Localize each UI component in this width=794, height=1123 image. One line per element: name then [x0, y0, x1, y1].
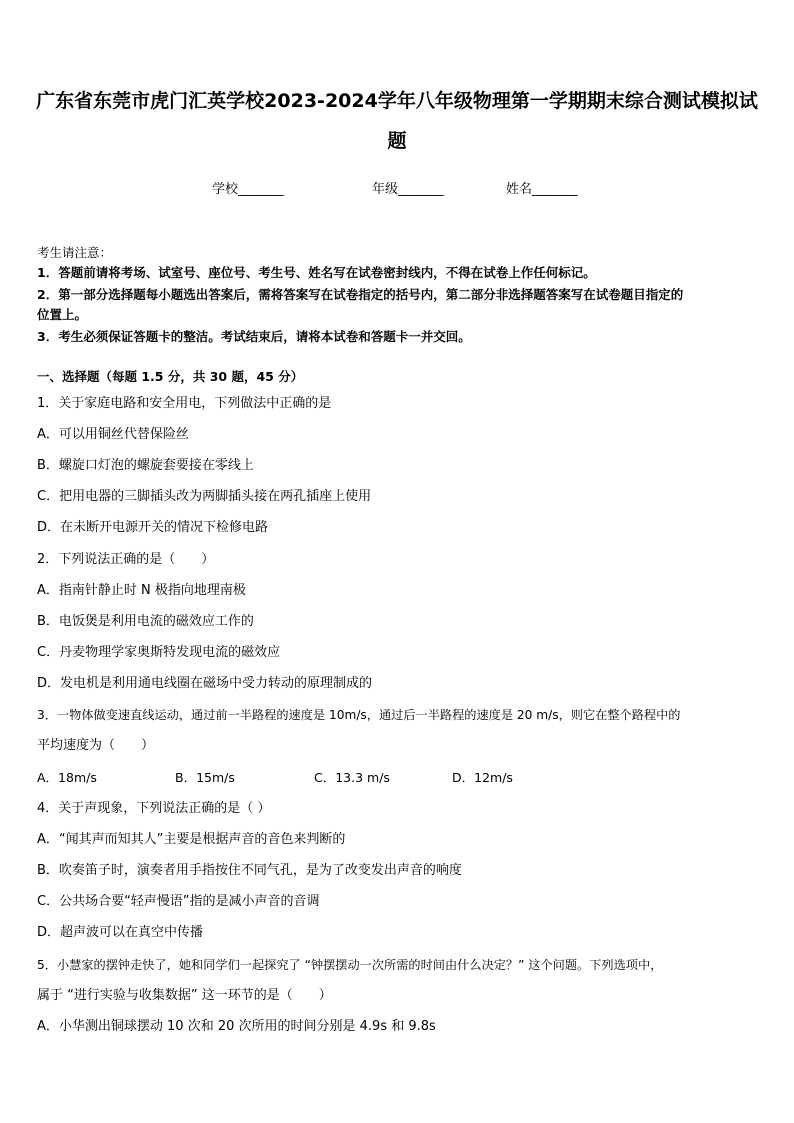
notice-item-3: 3．考生必须保证答题卡的整洁。考试结束后，请将本试卷和答题卡一并交回。	[37, 329, 471, 344]
q5-option-a: A．小华测出铜球摆动 10 次和 20 次所用的时间分别是 4.9s 和 9.8s	[37, 1019, 436, 1034]
school-field: 学校_______	[212, 182, 284, 197]
q4-stem: 4．关于声现象，下列说法正确的是（ ）	[37, 801, 271, 816]
q2-stem: 2．下列说法正确的是（ ）	[37, 552, 215, 567]
q5-stem-line2: 属于 “进行实验与收集数据” 这一环节的是（ ）	[37, 988, 332, 1003]
q1-option-b: B．螺旋口灯泡的螺旋套要接在零线上	[37, 458, 254, 473]
q4-option-b: B．吹奏笛子时，演奏者用手指按住不同气孔，是为了改变发出声音的响度	[37, 863, 462, 878]
q3-option-c: C．13.3 m/s	[314, 770, 390, 785]
notice-item-2-cont: 位置上。	[37, 307, 88, 322]
q3-stem-line2: 平均速度为（ ）	[37, 738, 155, 753]
q1-option-c: C．把用电器的三脚插头改为两脚插头接在两孔插座上使用	[37, 489, 372, 504]
exam-title-line2: 题	[387, 130, 407, 152]
q4-option-c: C．公共场合要“轻声慢语”指的是减小声音的音调	[37, 894, 320, 909]
q2-option-d: D．发电机是利用通电线圈在磁场中受力转动的原理制成的	[37, 676, 373, 691]
name-field: 姓名_______	[506, 182, 578, 197]
q3-option-d: D．12m/s	[452, 770, 513, 785]
q2-option-a: A．指南针静止时 N 极指向地理南极	[37, 583, 246, 598]
q3-stem-line1: 3．一物体做变速直线运动，通过前一半路程的速度是 10m/s，通过后一半路程的速度是 20 m/s，则它在整个路程中的	[37, 708, 681, 722]
exam-title-line1: 广东省东莞市虎门汇英学校2023-2024学年八年级物理第一学期期末综合测试模拟试	[36, 90, 758, 112]
q1-option-d: D．在未断开电源开关的情况下检修电路	[37, 520, 269, 535]
notice-item-2: 2．第一部分选择题每小题选出答案后，需将答案写在试卷指定的括号内，第二部分非选择题答案写在试卷题目指定的	[37, 287, 684, 302]
q4-option-a: A．“闻其声而知其人”主要是根据声音的音色来判断的	[37, 832, 346, 847]
q1-stem: 1．关于家庭电路和安全用电，下列做法中正确的是	[37, 396, 332, 411]
q5-stem-line1: 5．小慧家的摆钟走快了，她和同学们一起探究了 “钟摆摆动一次所需的时间由什么决定？” 这个问题。下列选项中，	[37, 958, 663, 972]
q4-option-d: D．超声波可以在真空中传播	[37, 925, 204, 940]
notice-item-1: 1．答题前请将考场、试室号、座位号、考生号、姓名写在试卷密封线内，不得在试卷上作任何标记。	[37, 265, 596, 280]
q2-option-c: C．丹麦物理学家奥斯特发现电流的磁效应	[37, 645, 281, 660]
notice-heading: 考生请注意：	[37, 245, 113, 260]
section-heading: 一、选择题（每题 1.5 分，共 30 题，45 分）	[37, 369, 304, 384]
q3-option-b: B．15m/s	[175, 770, 235, 785]
q2-option-b: B．电饭煲是利用电流的磁效应工作的	[37, 614, 254, 629]
grade-field: 年级_______	[372, 182, 444, 197]
q1-option-a: A．可以用铜丝代替保险丝	[37, 427, 189, 442]
q3-option-a: A．18m/s	[37, 770, 97, 785]
